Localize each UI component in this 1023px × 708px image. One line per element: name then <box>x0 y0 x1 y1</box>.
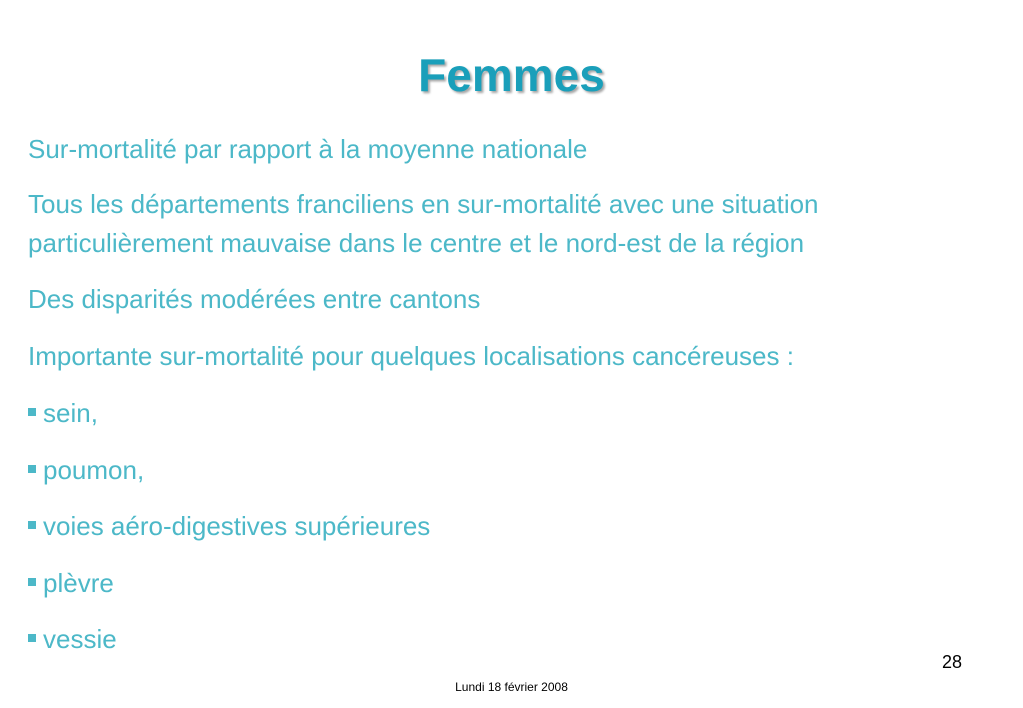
bullet-label: voies aéro-digestives supérieures <box>43 511 431 541</box>
bullet-item <box>28 394 1003 432</box>
paragraph-localisations: Importante sur-mortalité pour quelques localisations cancéreuses : <box>28 341 794 371</box>
square-bullet-icon <box>28 465 36 473</box>
footer-date: Lundi 18 février 2008 <box>455 680 568 694</box>
paragraph-departments-line2: particulièrement mauvaise dans le centre et le nord-est de la région <box>28 228 805 258</box>
square-bullet-icon <box>28 521 36 529</box>
paragraph-surmortality: Sur-mortalité par rapport à la moyenne nationale <box>28 134 588 164</box>
slide-title: Femmes <box>418 49 605 101</box>
bullet-item <box>28 620 1003 658</box>
bullet-label: plèvre <box>43 568 114 598</box>
square-bullet-icon <box>28 634 36 642</box>
paragraph-disparities: Des disparités modérées entre cantons <box>28 284 481 314</box>
bullet-label: poumon, <box>43 455 145 485</box>
paragraph-departments-line1: Tous les départements franciliens en sur-mortalité avec une situation <box>28 189 819 219</box>
square-bullet-icon <box>28 408 36 416</box>
bullet-label: sein, <box>43 398 98 428</box>
slide-number: 28 <box>941 652 962 672</box>
bullet-item <box>28 451 1003 489</box>
bullet-label: vessie <box>43 624 117 654</box>
square-bullet-icon <box>28 578 36 586</box>
bullet-item <box>28 507 1003 545</box>
bullet-item <box>28 564 1003 602</box>
